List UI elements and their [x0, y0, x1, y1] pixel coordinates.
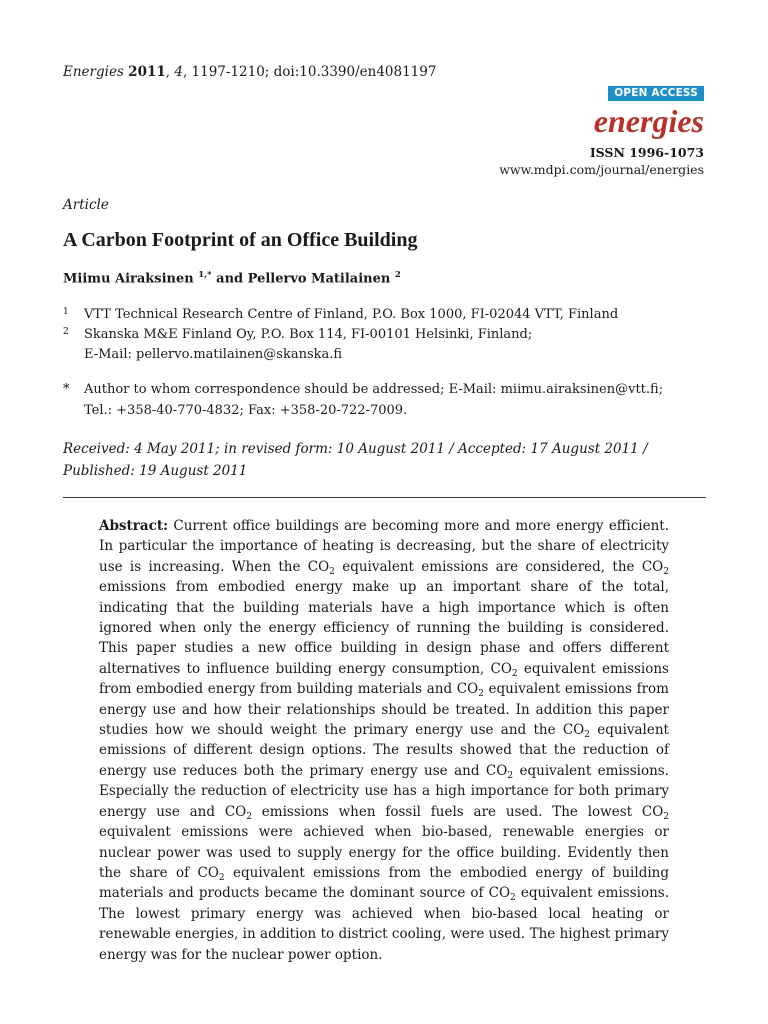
issn: ISSN 1996-1073 [589, 145, 704, 160]
dates-line-1: Received: 4 May 2011; in revised form: 10 August 2011 / Accepted: 17 August 2011 / [63, 441, 648, 457]
affiliation-1: 1 VTT Technical Research Centre of Finland, P.O. Box 1000, FI-02044 VTT, Finland [63, 307, 619, 322]
author-2: Pellervo Matilainen [247, 271, 391, 287]
author-list [63, 270, 401, 286]
abstract-label: Abstract: [99, 518, 169, 534]
dates-line-2: Published: 19 August 2011 [63, 463, 248, 479]
author-1-affiliation: 1,* [198, 270, 212, 280]
citation-line: Energies 2011, 4, 1197-1210; doi:10.3390/en4081197 [63, 64, 437, 80]
open-access-badge: OPEN ACCESS [608, 86, 704, 101]
affiliation-2-email: E-Mail: pellervo.matilainen@skanska.fi [84, 347, 343, 362]
author-conjunction: and [216, 271, 244, 287]
correspondence-line-1: * Author to whom correspondence should be addressed; E-Mail: miimu.airaksinen@vtt.fi; [63, 382, 664, 397]
article-title: A Carbon Footprint of an Office Building [63, 229, 418, 251]
citation-volume: 4 [174, 64, 183, 80]
affiliation-2: 2 Skanska M&E Finland Oy, P.O. Box 114, FI-00101 Helsinki, Finland; [63, 327, 533, 342]
journal-logo: energies [593, 103, 704, 139]
journal-url[interactable]: www.mdpi.com/journal/energies [499, 162, 704, 177]
header-divider [63, 497, 706, 498]
correspondence-line-2: Tel.: +358-40-770-4832; Fax: +358-20-722-7009. [84, 403, 408, 418]
author-1: Miimu Airaksinen [63, 271, 194, 287]
citation-journal: Energies [63, 64, 124, 80]
article-type: Article [63, 197, 109, 213]
citation-pages-doi: , 1197-1210; doi:10.3390/en4081197 [182, 64, 437, 80]
abstract: Abstract: Current office buildings are becoming more and more energy efficient. In particular the importance of heating is decreasing, but the share of electricity use is increasing. When the $CO_2$ equivalent emissions are considered, the $CO_2$ emissions from embodied energy make up an important share of the total, indicating that the building materials have a high importance which is often ignored when only the energy efficiency of running the building is considered. This paper studies a new office building in design phase and offers different alternatives to influence building energy consumption, $CO_2$ equivalent emissions from embodied energy from building materials and $CO_2$ equivalent emissions from energy use and how their relationships should be treated. In addition this paper studies how we should weight the primary energy use and the $CO_2$ equivalent emissions of different design options. The results showed that the reduction of energy use reduces both the primary energy use and $CO_2$ equivalent emissions. Especially the reduction of electricity use has a high importance for both primary energy use and $CO_2$ emissions when fossil fuels are used. The lowest $CO_2$ equivalent emissions were achieved when bio-based, renewable energies or nuclear power was used to supply energy for the office building. Evidently then the share of $CO_2$ equivalent emissions from the embodied energy of building materials and products became the dominant source of $CO_2$ equivalent emissions. The lowest primary energy was achieved when bio-based local heating or renewable energies, in addition to district cooling, were used. The highest primary energy was for the nuclear power option. [99, 518, 670, 963]
author-2-affiliation: 2 [394, 270, 401, 280]
publication-dates [63, 438, 713, 482]
citation-year: 2011 [128, 64, 166, 80]
